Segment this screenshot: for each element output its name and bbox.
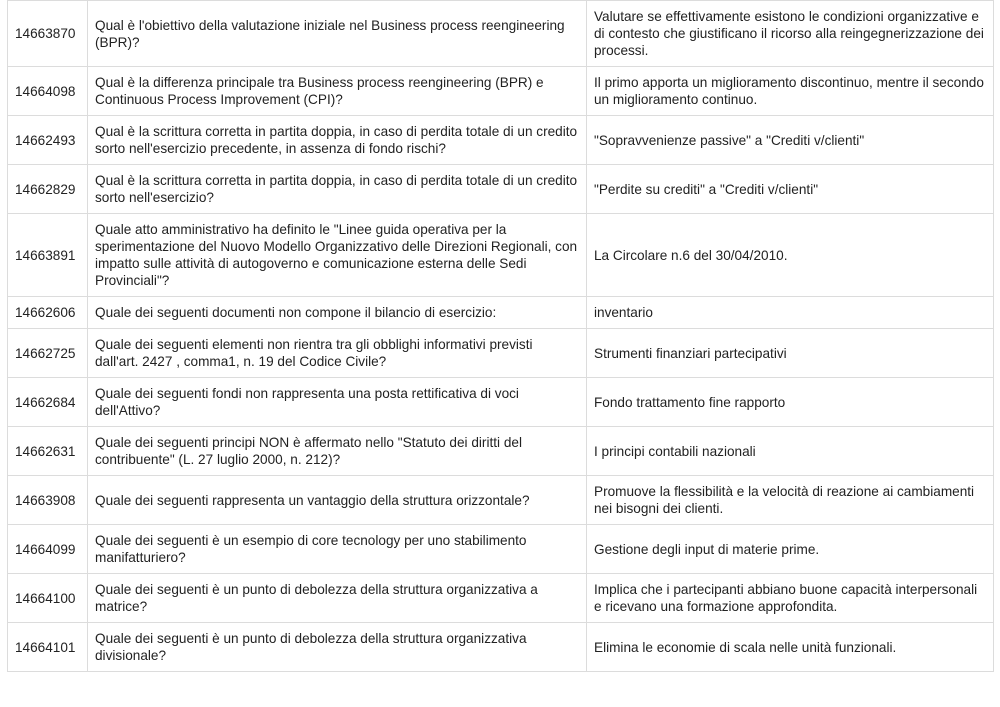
answer-cell: Promuove la flessibilità e la velocità di reazione ai cambiamenti nei bisogni dei clienti. [587,476,994,525]
question-cell: Qual è la scrittura corretta in partita doppia, in caso di perdita totale di un credito sorto nell'esercizio? [88,165,587,214]
table-row [8,1,994,67]
answer-cell: La Circolare n.6 del 30/04/2010. [587,214,994,297]
question-cell: Quale dei seguenti rappresenta un vantaggio della struttura orizzontale? [88,476,587,525]
table-row [8,329,994,378]
table-row [8,214,994,297]
id-cell: 14663891 [8,214,88,297]
question-cell: Qual è l'obiettivo della valutazione iniziale nel Business process reengineering (BPR)? [88,1,587,67]
id-cell: 14664100 [8,574,88,623]
table-row [8,67,994,116]
id-cell: 14662684 [8,378,88,427]
question-cell: Quale atto amministrativo ha definito le "Linee guida operativa per la sperimentazione del Nuovo Modello Organizzativo delle Direzioni Regionali, con impatto sulle attività di autogoverno e comunicazione esterna delle Sedi Provinciali"? [88,214,587,297]
question-cell: Quale dei seguenti documenti non compone il bilancio di esercizio: [88,297,587,329]
table-row [8,476,994,525]
answer-cell: Elimina le economie di scala nelle unità funzionali. [587,623,994,672]
table-row [8,297,994,329]
answer-cell: I principi contabili nazionali [587,427,994,476]
qa-table [7,0,994,672]
answer-cell: Implica che i partecipanti abbiano buone capacità interpersonali e ricevano una formazione approfondita. [587,574,994,623]
table-row [8,427,994,476]
id-cell: 14662631 [8,427,88,476]
answer-cell: Fondo trattamento fine rapporto [587,378,994,427]
question-cell: Quale dei seguenti è un punto di debolezza della struttura organizzativa divisionale? [88,623,587,672]
answer-cell: "Sopravvenienze passive" a "Crediti v/clienti" [587,116,994,165]
question-cell: Quale dei seguenti principi NON è affermato nello "Statuto dei diritti del contribuente" (L. 27 luglio 2000, n. 212)? [88,427,587,476]
table-row [8,116,994,165]
answer-cell: "Perdite su crediti" a "Crediti v/clienti" [587,165,994,214]
answer-cell: Il primo apporta un miglioramento discontinuo, mentre il secondo un miglioramento continuo. [587,67,994,116]
table-row [8,525,994,574]
table-body [8,1,994,672]
question-cell: Qual è la scrittura corretta in partita doppia, in caso di perdita totale di un credito sorto nell'esercizio precedente, in assenza di fondo rischi? [88,116,587,165]
id-cell: 14664098 [8,67,88,116]
id-cell: 14664101 [8,623,88,672]
id-cell: 14662493 [8,116,88,165]
id-cell: 14663908 [8,476,88,525]
id-cell: 14664099 [8,525,88,574]
table-row [8,623,994,672]
answer-cell: Strumenti finanziari partecipativi [587,329,994,378]
id-cell: 14662725 [8,329,88,378]
table-row [8,165,994,214]
table-row [8,574,994,623]
answer-cell: inventario [587,297,994,329]
answer-cell: Gestione degli input di materie prime. [587,525,994,574]
question-cell: Quale dei seguenti è un punto di debolezza della struttura organizzativa a matrice? [88,574,587,623]
question-cell: Quale dei seguenti fondi non rappresenta una posta rettificativa di voci dell'Attivo? [88,378,587,427]
id-cell: 14663870 [8,1,88,67]
question-cell: Quale dei seguenti è un esempio di core tecnology per uno stabilimento manifatturiero? [88,525,587,574]
answer-cell: Valutare se effettivamente esistono le condizioni organizzative e di contesto che giustificano il ricorso alla reingegnerizzazione dei processi. [587,1,994,67]
id-cell: 14662606 [8,297,88,329]
question-cell: Quale dei seguenti elementi non rientra tra gli obblighi informativi previsti dall'art. 2427 , comma1, n. 19 del Codice Civile? [88,329,587,378]
id-cell: 14662829 [8,165,88,214]
table-row [8,378,994,427]
question-cell: Qual è la differenza principale tra Business process reengineering (BPR) e Continuous Process Improvement (CPI)? [88,67,587,116]
